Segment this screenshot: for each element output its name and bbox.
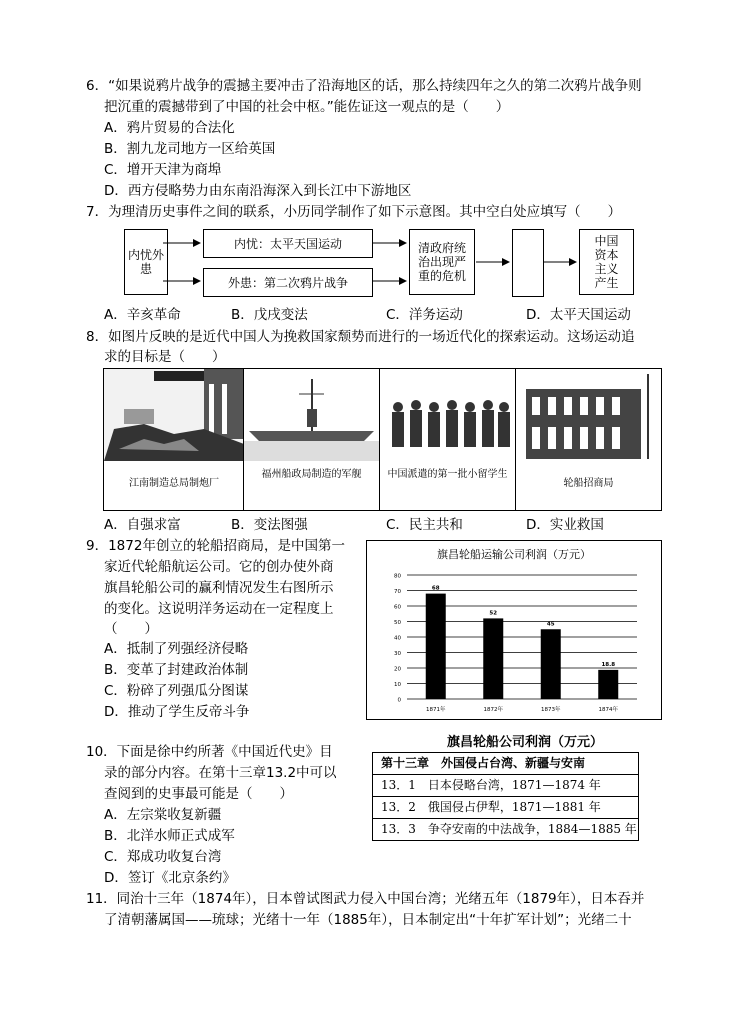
q10-stem-line3: 查阅到的史事最可能是（ ） bbox=[104, 786, 293, 802]
y-tick-label: 0 bbox=[397, 697, 401, 704]
q9-option-a: A．抵制了列强经济侵略 bbox=[104, 641, 249, 657]
y-tick-label: 50 bbox=[394, 620, 401, 626]
q9-stem-line4: 的变化。这说明洋务运动在一定程度上 bbox=[104, 601, 334, 617]
profit-chart-svg bbox=[367, 541, 661, 719]
diagram-box-upper: 内忧：太平天国运动 bbox=[203, 229, 373, 258]
diagram-box-right: 中国资本主义产生 bbox=[579, 229, 634, 295]
q8-option-b: B．变法图强 bbox=[231, 517, 308, 533]
diagram-arrows bbox=[0, 0, 741, 320]
q10-option-b: B．北洋水师正式成军 bbox=[104, 828, 235, 844]
q9-option-b: B．变革了封建政治体制 bbox=[104, 662, 249, 678]
q9-stem-line5: （ ） bbox=[104, 621, 158, 637]
q8-option-d: D．实业救国 bbox=[526, 517, 604, 533]
x-tick-label: 1873年 bbox=[541, 707, 561, 713]
q9-option-c: C．粉碎了列强瓜分图谋 bbox=[104, 683, 249, 699]
q9-option-d: D．推动了学生反帝斗争 bbox=[104, 704, 250, 720]
bar-value-label: 68 bbox=[431, 585, 440, 592]
photo-caption: 江南制造总局制炮厂 bbox=[129, 478, 219, 489]
y-tick-label: 60 bbox=[394, 604, 401, 611]
bar bbox=[483, 618, 503, 699]
y-tick-label: 70 bbox=[394, 589, 401, 595]
q11-line1: 11．同治十三年（1874年），日本曾试图武力侵入中国台湾；光绪五年（1879年），日本吞并 bbox=[86, 891, 645, 907]
q10-option-d: D．签订《北京条约》 bbox=[104, 870, 236, 886]
factory-image bbox=[104, 369, 244, 461]
toc-table bbox=[372, 752, 639, 841]
profit-chart bbox=[366, 540, 662, 720]
q8-stem-line2: 求的目标是（ ） bbox=[104, 349, 226, 365]
bar-value-label: 45 bbox=[546, 621, 555, 628]
q9-stem-line1: 9．1872年创立的轮船招商局，是中国第一 bbox=[86, 538, 345, 554]
photo-merchants-steam bbox=[515, 368, 662, 511]
x-tick-label: 1871年 bbox=[426, 707, 446, 713]
diagram-box-lower: 外患：第二次鸦片战争 bbox=[203, 268, 373, 297]
bar bbox=[426, 594, 446, 699]
x-tick-label: 1872年 bbox=[483, 707, 503, 713]
y-tick-label: 40 bbox=[394, 635, 401, 642]
q8-option-a: A．自强求富 bbox=[104, 517, 181, 533]
building-image bbox=[516, 369, 661, 461]
photo-fuzhou-warship bbox=[243, 368, 380, 511]
q10-option-a: A．左宗棠收复新疆 bbox=[104, 807, 222, 823]
photo-caption: 福州船政局制造的军舰 bbox=[261, 469, 362, 480]
q6-option-a: A．鸦片贸易的合法化 bbox=[104, 120, 235, 136]
q7-option-d: D．太平天国运动 bbox=[526, 307, 631, 323]
q10-stem-line1: 10．下面是徐中约所著《中国近代史》目 bbox=[86, 744, 333, 760]
q7-option-a: A．辛亥革命 bbox=[104, 307, 181, 323]
q11-line2: 了清朝藩属国——琉球；光绪十一年（1885年），日本制定出“十年扩军计划”；光绪二十 bbox=[104, 912, 632, 928]
y-tick-label: 80 bbox=[394, 573, 401, 580]
chart-title: 旗昌轮船运输公司利润（万元） bbox=[437, 548, 591, 561]
q6-option-b: B．割九龙司地方一区给英国 bbox=[104, 141, 276, 157]
toc-chapter-heading: 第十三章 外国侵占台湾、新疆与安南 bbox=[381, 756, 586, 770]
q7-option-b: B．戊戌变法 bbox=[231, 307, 308, 323]
photo-caption: 轮船招商局 bbox=[563, 478, 614, 489]
q10-option-c: C．郑成功收复台湾 bbox=[104, 849, 222, 865]
q8-option-c: C．民主共和 bbox=[386, 517, 463, 533]
y-tick-label: 20 bbox=[394, 666, 401, 673]
warship-image bbox=[244, 369, 379, 461]
toc-item-13-3: 13．3 争夺安南的中法战争，1884—1885 年 bbox=[373, 818, 638, 840]
q6-option-d: D．西方侵略势力由东南沿海深入到长江中下游地区 bbox=[104, 183, 412, 199]
q9-stem-line2: 家近代轮船航运公司。它的创办使外商 bbox=[104, 559, 334, 575]
diagram-box-middle: 清政府统治出现严重的危机 bbox=[409, 229, 475, 295]
diagram-box-left: 内忧外患 bbox=[124, 229, 168, 295]
toc-item-13-1: 13．1 日本侵略台湾，1871—1874 年 bbox=[373, 774, 638, 796]
y-tick-label: 10 bbox=[394, 682, 401, 688]
bar-value-label: 52 bbox=[489, 610, 498, 617]
q6-option-c: C．增开天津为商埠 bbox=[104, 162, 222, 178]
q7-stem: 7．为理清历史事件之间的联系，小历同学制作了如下示意图。其中空白处应填写（ ） bbox=[86, 204, 622, 220]
q8-stem-line1: 8．如图片反映的是近代中国人为挽救国家颓势而进行的一场近代化的探索运动。这场运动追 bbox=[86, 329, 635, 345]
photo-student-group bbox=[379, 368, 516, 511]
q10-stem-line2: 录的部分内容。在第十三章13.2中可以 bbox=[104, 765, 337, 781]
bar-value-label: 18.8 bbox=[601, 661, 616, 668]
bar bbox=[541, 629, 561, 699]
bar bbox=[598, 670, 618, 699]
y-tick-label: 30 bbox=[394, 651, 401, 657]
photo-jiangnan-arsenal bbox=[103, 368, 245, 511]
q6-stem-line1: 6．“如果说鸦片战争的震撼主要冲击了沿海地区的话，那么持续四年之久的第二次鸦片战争则 bbox=[86, 78, 642, 94]
q9-stem-line3: 旗昌轮船公司的赢利情况发生右图所示 bbox=[104, 580, 334, 596]
chart-caption: 旗昌轮船公司利润（万元） bbox=[447, 735, 604, 750]
students-image bbox=[380, 369, 515, 461]
q7-option-c: C．洋务运动 bbox=[386, 307, 463, 323]
x-tick-label: 1874年 bbox=[598, 707, 618, 713]
photo-caption: 中国派遣的第一批小留学生 bbox=[387, 469, 508, 480]
q6-stem-line2: 把沉重的震撼带到了中国的社会中枢。”能佐证这一观点的是（ ） bbox=[104, 99, 510, 115]
toc-item-13-2: 13．2 俄国侵占伊犁，1871—1881 年 bbox=[373, 796, 638, 818]
